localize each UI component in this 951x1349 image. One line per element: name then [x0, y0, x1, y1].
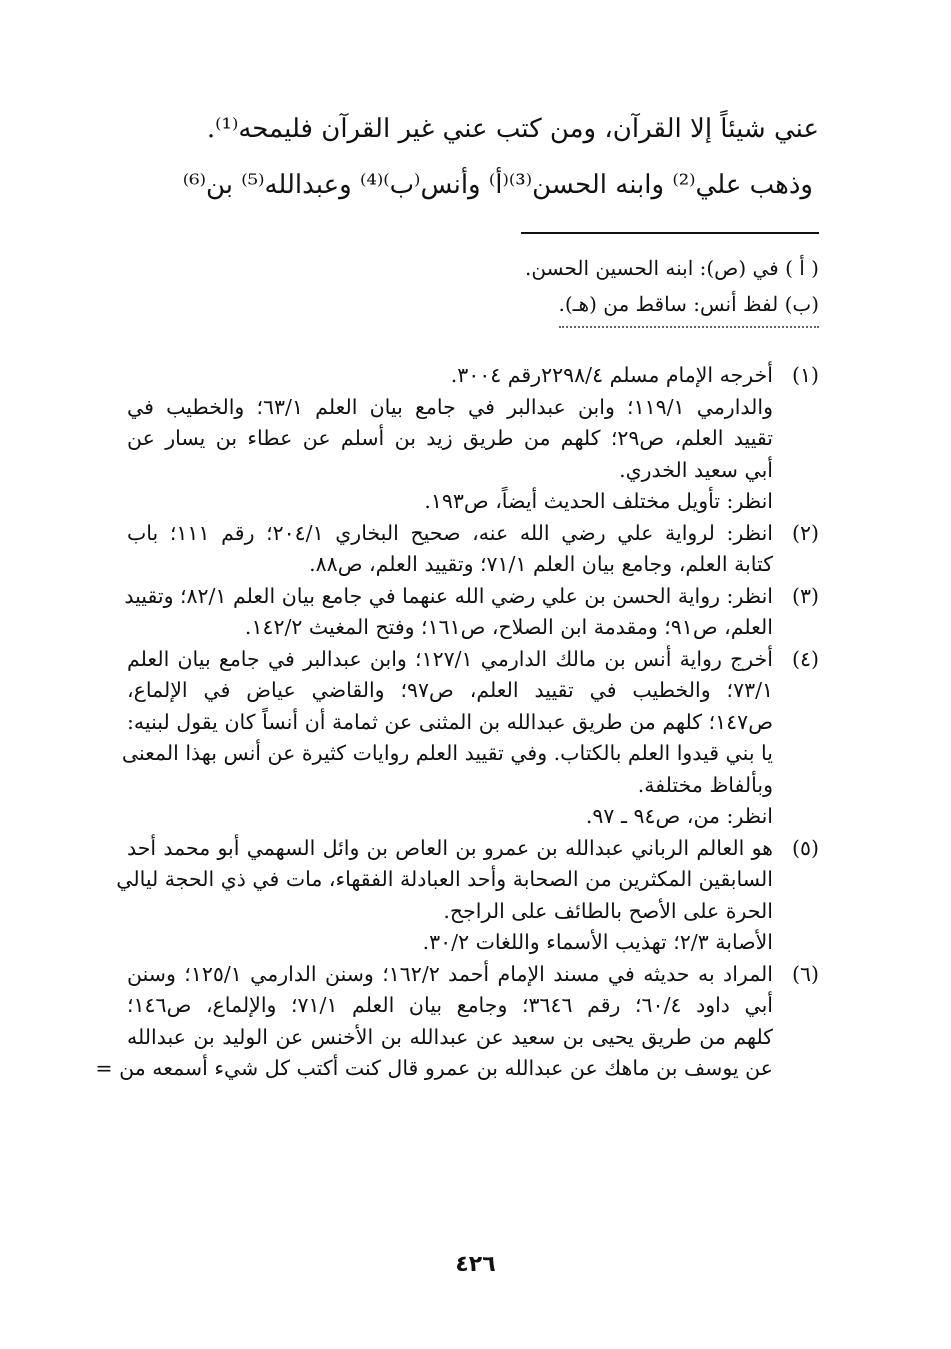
footnote-line: ص١٤٧؛ كلهم من طريق عبدالله بن المثنى عن ثمامة أن أنساً كان يقول لبنيه:: [127, 709, 773, 734]
footnote-line: ٧٣/١؛ والخطيب في تقييد العلم، ص٩٧؛ والقاضي عياض في الإلماع،: [127, 678, 774, 702]
footnote-line: أخرجه الإمام مسلم ٢٢٩٨/٤رقم ٣٠٠٤.: [450, 363, 773, 387]
footnote-5: [116, 833, 819, 959]
footnote-number: (٢): [791, 520, 819, 545]
footnote-line: كلهم من طريق يحيى بن سعيد عن عبدالله بن الأخنس عن الوليد بن عبدالله: [127, 1024, 773, 1049]
footnote-line: انظر: لرواية علي رضي الله عنه، صحيح البخاري ٢٠٤/١؛ رقم ١١١؛ باب: [127, 520, 773, 545]
variant-note-b: [319, 290, 819, 318]
variant-note-id: ( أ ): [785, 256, 819, 280]
footnote-number: (٣): [791, 583, 819, 608]
footnote-line: العلم، ص٩١؛ ومقدمة ابن الصلاح، ص١٦١؛ وفتح المغيث ١٤٢/٢.: [244, 615, 773, 639]
footnote-number: (٥): [791, 835, 819, 860]
footnote-line: المراد به حديثه في مسند الإمام أحمد ١٦٢/٢؛ وسنن الدارمي ١٢٥/١؛ وسنن: [127, 961, 773, 986]
footnote-number: (٤): [791, 646, 819, 671]
footnote-line: السابقين المكثرين من الصحابة وأحد العبادلة الفقهاء، مات في ذي الحجة ليالي: [116, 867, 773, 891]
variant-note-text: لفظ أنس: ساقط من (هـ).: [558, 292, 779, 316]
footnote-number: (١): [791, 363, 819, 387]
footnote-line: انظر: تأويل مختلف الحديث أيضاً، ص١٩٣.: [424, 489, 773, 513]
variant-note-text: في (ص): ابنه الحسين الحسن.: [525, 256, 779, 280]
main-text-line-2: وذهب علي⁽²⁾ وابنه الحسن⁽³⁾⁽أ⁾ وأنس⁽ب⁾⁽⁴⁾ وعبدالله⁽⁵⁾ بن⁽⁶⁾: [182, 170, 813, 200]
main-text-line-1: عني شيئاً إلا القرآن، ومن كتب عني غير القرآن فليمحه⁽¹⁾.: [206, 114, 819, 144]
footnote-line: كتابة العلم، وجامع بيان العلم ٧١/١؛ وتقييد العلم، ص٨٨.: [309, 552, 773, 576]
footnote-line: هو العالم الرباني عبدالله بن عمرو بن العاص بن وائل السهمي أبو محمد أحد: [127, 835, 773, 860]
footnote-separator: [521, 232, 819, 234]
footnote-3: [124, 581, 819, 644]
footnote-line: عن يوسف بن ماهك عن عبدالله بن عمرو قال كنت أكتب كل شيء أسمعه من =: [95, 1056, 773, 1080]
footnote-line: انظر: من، ص٩٤ ـ ٩٧.: [585, 804, 773, 828]
footnote-line: أخرج رواية أنس بن مالك الدارمي ١٢٧/١؛ وابن عبدالبر في جامع بيان العلم: [127, 646, 773, 671]
footnote-1: [127, 360, 819, 518]
footnote-line: والدارمي ١١٩/١؛ وابن عبدالبر في جامع بيان العلم ٦٣/١؛ والخطيب في: [127, 394, 773, 419]
footnote-line: تقييد العلم، ص٢٩؛ كلهم من طريق زيد بن أسلم عن عطاء بن يسار عن: [127, 426, 773, 450]
footnote-4: [121, 644, 819, 833]
footnote-line: انظر: رواية الحسن بن علي رضي الله عنهما في جامع بيان العلم ٨٢/١؛ وتقييد: [124, 583, 773, 608]
footnote-6: [95, 959, 819, 1085]
footnote-line: أبي سعيد الخدري.: [619, 457, 773, 482]
footnote-2: [127, 518, 819, 581]
footnote-line: يا بني قيدوا العلم بالكتاب. وفي تقييد العلم روايات كثيرة عن أنس بهذا المعنى: [121, 741, 773, 765]
footnote-line: الأصابة ٢/٣؛ تهذيب الأسماء واللغات ٣٠/٢.: [422, 930, 773, 954]
footnote-line: الحرة على الأصح بالطائف على الراجح.: [443, 898, 773, 923]
footnote-line: وبألفاظ مختلفة.: [637, 772, 773, 797]
variant-note-a: [319, 254, 819, 282]
footnotes-list: [95, 360, 819, 1085]
footnote-line: أبي داود ٦٠/٤؛ رقم ٣٦٤٦؛ وجامع بيان العلم ٧١/١؛ والإلماع، ص١٤٦؛: [127, 993, 773, 1017]
footnote-number: (٦): [791, 961, 819, 986]
dotted-divider: [559, 326, 819, 328]
variant-note-id: (ب): [784, 292, 819, 316]
page-number: ٤٢٦: [455, 1252, 496, 1277]
